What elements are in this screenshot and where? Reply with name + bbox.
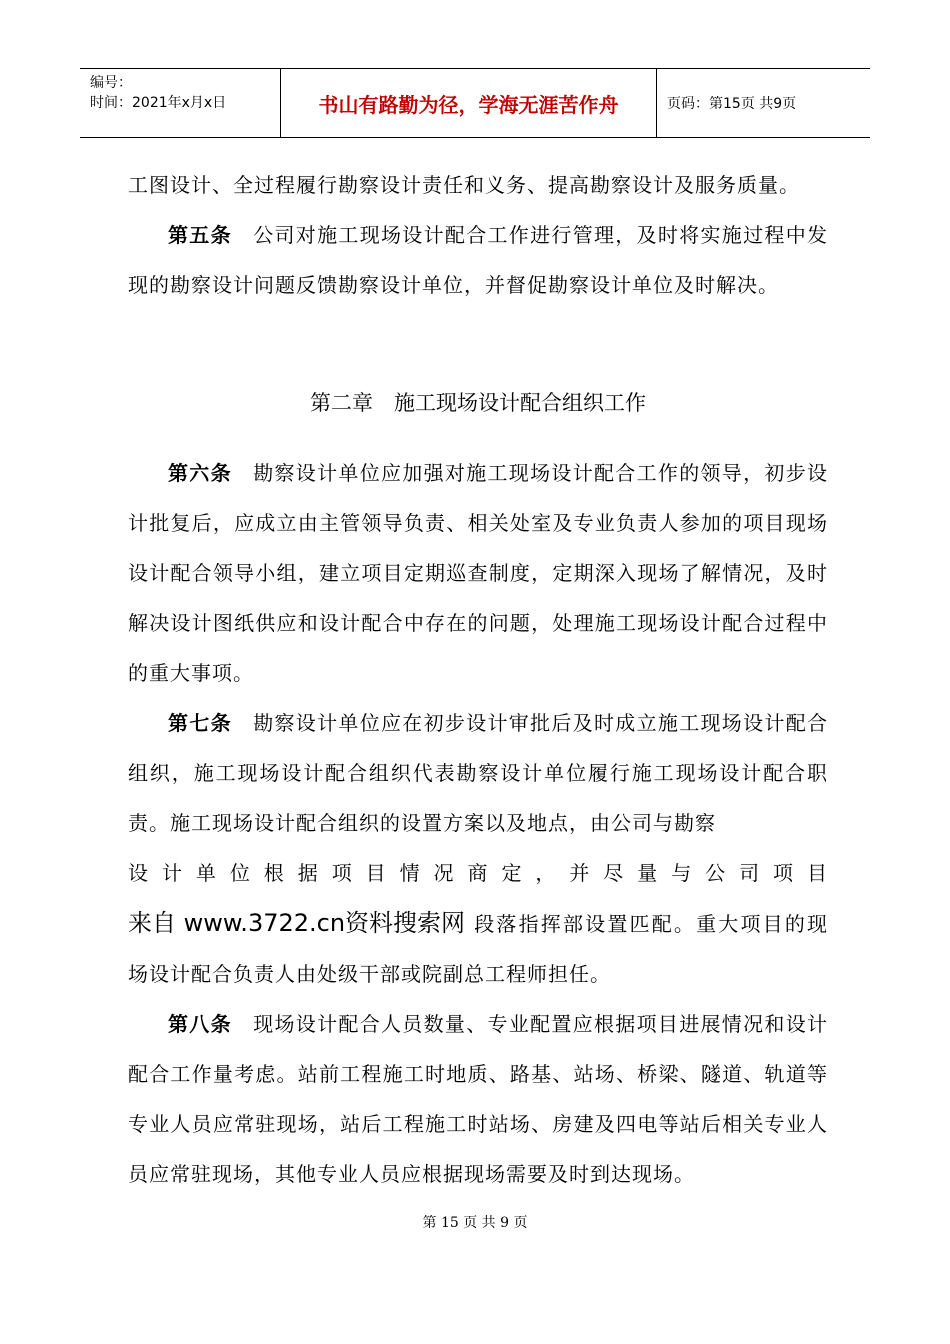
article-7-text: 勘察设计单位应在初步设计审批后及时成立施工现场设计配合组织，施工现场设计配合组织代表勘察设计单位履行施工现场设计配合职责。施工现场设计配合组织的设置方案以及地点，由公司与勘察 <box>128 711 829 835</box>
article-7-text-2: 段落指挥部设置匹配。重大项目的现场设计配合负责人由处级干部或院副总工程师担任。 <box>128 912 828 986</box>
section-chapter-2 <box>128 448 828 1199</box>
article-6-text: 勘察设计单位应加强对施工现场设计配合工作的领导，初步设计批复后，应成立由主管领导负责、相关处室及专业负责人参加的项目现场设计配合领导小组，建立项目定期巡查制度，定期深入现场了解情况，及时解决设计图纸供应和设计配合中存在的问题，处理施工现场设计配合过程中的重大事项。 <box>128 461 829 685</box>
header-page-label: 页码：第15页 共9页 <box>667 96 797 112</box>
article-7-spaced-line: 设计单位根据项目情况商定，并尽量与公司项目 <box>128 861 828 885</box>
section-top <box>128 160 828 310</box>
watermark-text: 来自 www.3722.cn资料搜索网 <box>128 909 466 937</box>
article-5-title: 第五条 <box>168 223 232 247</box>
page-header <box>80 68 870 138</box>
page-footer: 第 15 页 共 9 页 <box>422 1215 528 1231</box>
header-meta <box>80 69 281 137</box>
time-label: 时间：2021年x月x日 <box>90 95 227 111</box>
article-6 <box>128 448 828 698</box>
article-8-title: 第八条 <box>168 1012 232 1036</box>
article-5-text: 公司对施工现场设计配合工作进行管理，及时将实施过程中发现的勘察设计问题反馈勘察设计单位，并督促勘察设计单位及时解决。 <box>128 223 829 297</box>
article-7-title: 第七条 <box>168 711 232 735</box>
article-7-continued <box>128 898 828 999</box>
article-8-text: 现场设计配合人员数量、专业配置应根据项目进展情况和设计配合工作量考虑。站前工程施工时地质、路基、站场、桥梁、隧道、轨道等专业人员应常驻现场，站后工程施工时站场、房建及四电等站后相关专业人员应常驻现场，其他专业人员应根据现场需要及时到达现场。 <box>128 1012 829 1186</box>
article-5 <box>128 210 828 310</box>
header-motto: 书山有路勤为径，学海无涯苦作舟 <box>281 69 657 137</box>
paragraph-continuation: 工图设计、全过程履行勘察设计责任和义务、提高勘察设计及服务质量。 <box>128 173 800 197</box>
article-8 <box>128 999 828 1199</box>
chapter-heading: 第二章 施工现场设计配合组织工作 <box>310 391 646 415</box>
article-7 <box>128 698 828 848</box>
number-label: 编号： <box>90 75 132 91</box>
article-6-title: 第六条 <box>168 461 232 485</box>
